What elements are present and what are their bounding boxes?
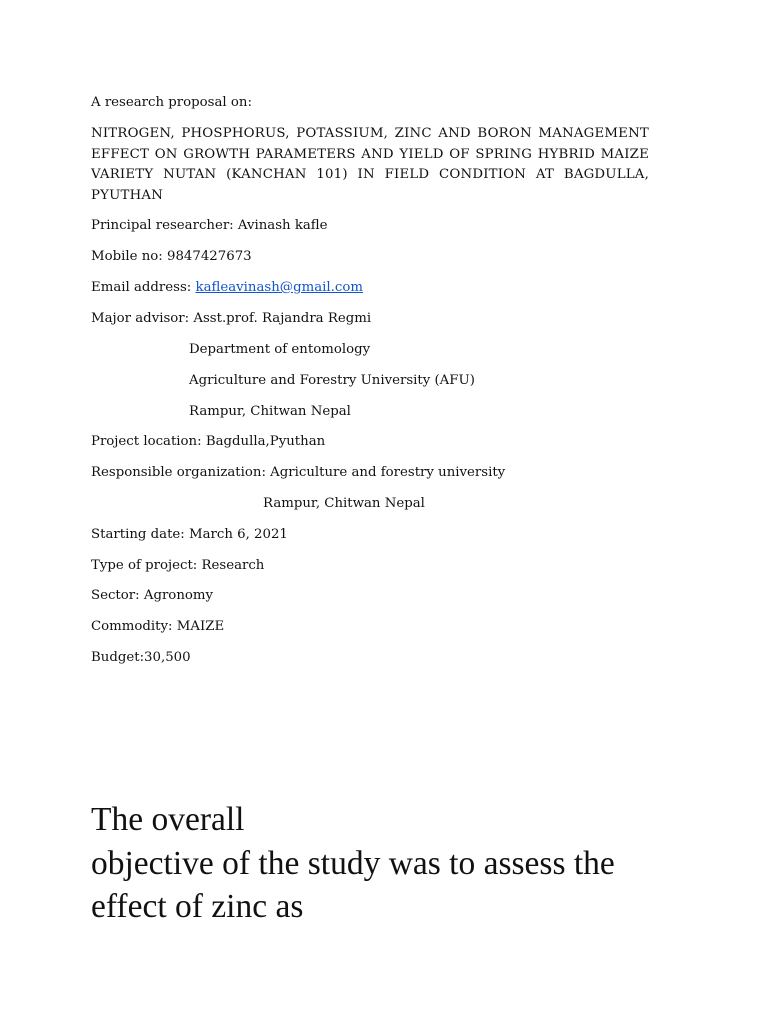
sector: Sector: Agronomy [91, 588, 214, 603]
responsible-organization: Responsible organization: Agriculture and forestry university [91, 465, 506, 480]
email-link[interactable]: kafleavinash@gmail.com [195, 280, 363, 295]
objective-line: The overall [91, 801, 245, 838]
advisor-location: Rampur, Chitwan Nepal [189, 404, 351, 419]
principal-researcher: Principal researcher: Avinash kafle [91, 218, 328, 233]
budget: Budget:30,500 [91, 650, 191, 665]
proposal-title: NITROGEN, PHOSPHORUS, POTASSIUM, ZINC AND BORON MANAGEMENT EFFECT ON GROWTH PARAMETERS AND YIELD OF SPRING HYBRID MAIZE VARIETY NUTAN (KANCHAN 101) IN FIELD CONDITION AT BAGDULLA, PYUTHAN [91, 126, 649, 203]
advisor-university: Agriculture and Forestry University (AFU) [189, 373, 475, 388]
commodity: Commodity: MAIZE [91, 619, 225, 634]
major-advisor: Major advisor: Asst.prof. Rajandra Regmi [91, 311, 372, 326]
objective-line: objective of the study was to assess the [91, 844, 615, 882]
advisor-department: Department of entomology [189, 342, 371, 357]
project-type: Type of project: Research [91, 558, 265, 573]
objective-paragraph [91, 798, 615, 929]
starting-date: Starting date: March 6, 2021 [91, 527, 288, 542]
objective-line: effect of zinc as [91, 888, 304, 925]
mobile-number: Mobile no: 9847427673 [91, 249, 252, 264]
email-label: Email address: [91, 280, 196, 295]
intro-line: A research proposal on: [91, 95, 252, 110]
responsible-organization-location: Rampur, Chitwan Nepal [263, 496, 425, 511]
email-row [91, 280, 363, 296]
project-location: Project location: Bagdulla,Pyuthan [91, 434, 326, 449]
